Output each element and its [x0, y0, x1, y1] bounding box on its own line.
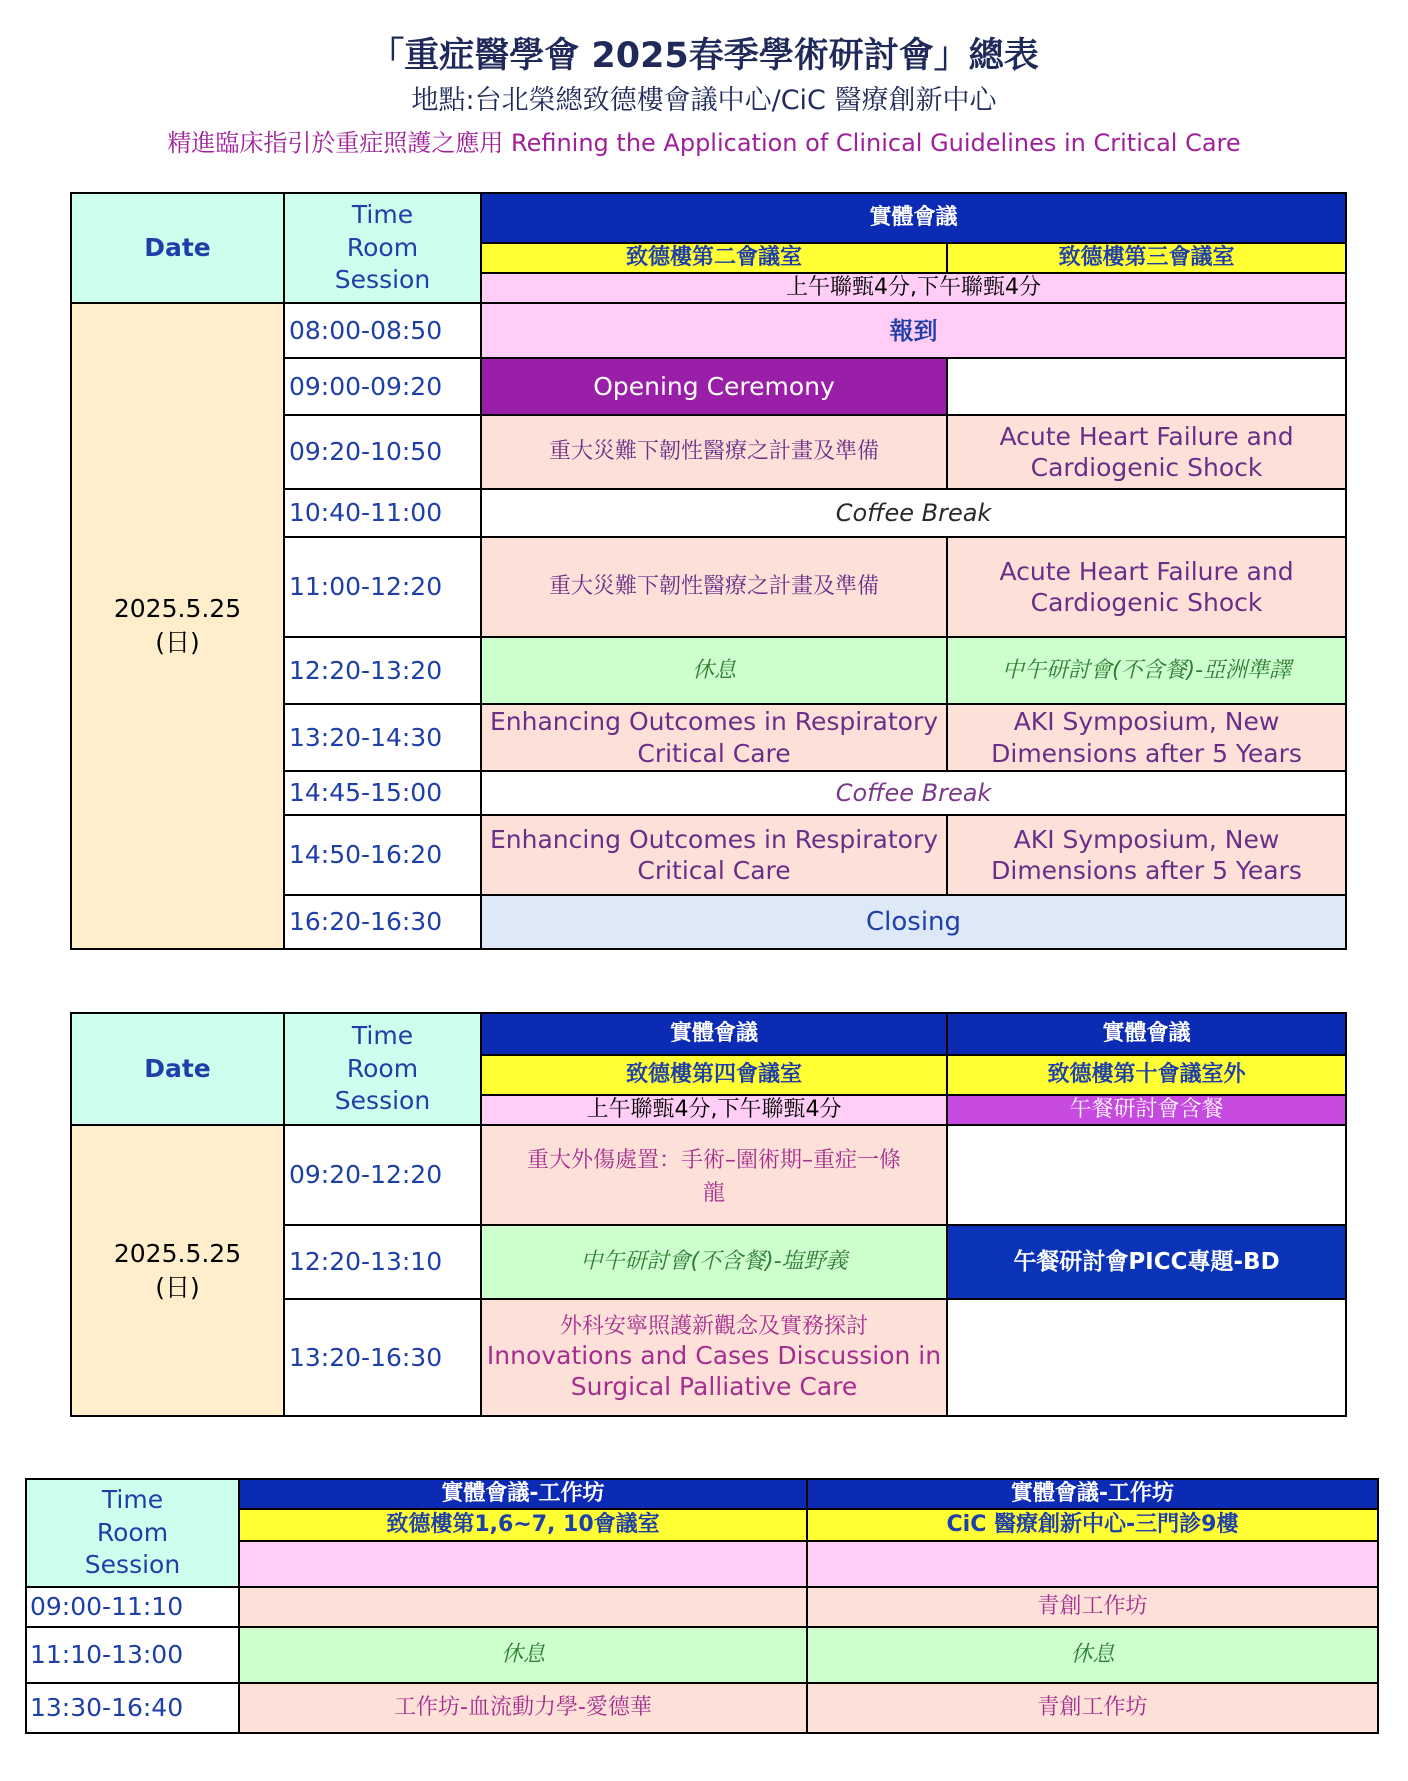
workshop-header-a: 實體會議-工作坊: [239, 1479, 807, 1509]
room-header-10: 致德樓第十會議室外: [947, 1055, 1346, 1095]
theme-subtitle: 精進臨床指引於重症照護之應用 Refining the Application of Clinical Guidelines in Critical Care: [167, 129, 1241, 157]
workshop-cell: 工作坊-血流動力學-愛德華: [239, 1683, 807, 1733]
date-header: Date: [71, 193, 284, 303]
time-slot: 13:20-14:30: [284, 704, 481, 771]
room-header-workshop: 致德樓第1,6~7, 10會議室: [239, 1509, 807, 1541]
time-slot: 09:20-10:50: [284, 415, 481, 489]
session-cell: 重大災難下韌性醫療之計畫及準備: [481, 415, 947, 489]
time-slot: 13:30-16:40: [26, 1683, 239, 1733]
session-cell: Acute Heart Failure and Cardiogenic Shock: [947, 537, 1346, 637]
session-cell: AKI Symposium, New Dimensions after 5 Years: [947, 815, 1346, 895]
session-cell: Acute Heart Failure and Cardiogenic Shock: [947, 415, 1346, 489]
schedule-table-secondary: [70, 1012, 1347, 1417]
time-slot: 11:00-12:20: [284, 537, 481, 637]
workshop-cell: [239, 1587, 807, 1627]
session-cell: 外科安寧照護新觀念及實務探討 Innovations and Cases Discussion in Surgical Palliative Care: [481, 1299, 947, 1416]
time-room-session-header: Time Room Session: [284, 193, 481, 303]
opening-ceremony-cell: Opening Ceremony: [481, 358, 947, 415]
rest-cell: 休息: [481, 637, 947, 704]
time-slot: 09:00-09:20: [284, 358, 481, 415]
credit-cell: 上午聯甄4分,下午聯甄4分: [481, 1095, 947, 1125]
time-slot: 10:40-11:00: [284, 489, 481, 537]
picc-symposium-cell: 午餐研討會PICC專題-BD: [947, 1225, 1346, 1299]
empty-cell: [947, 1125, 1346, 1225]
time-slot: 09:00-11:10: [26, 1587, 239, 1627]
venue-subtitle: 地點:台北榮總致德樓會議中心/CiC 醫療創新中心: [411, 85, 997, 116]
time-slot: 16:20-16:30: [284, 895, 481, 949]
empty-cell: [947, 1299, 1346, 1416]
rest-cell: 休息: [807, 1627, 1378, 1683]
blank-pink-cell: [807, 1541, 1378, 1587]
room-header-cic: CiC 醫療創新中心-三門診9樓: [807, 1509, 1378, 1541]
date-cell: 2025.5.25 (日): [71, 303, 284, 949]
page-title: 「重症醫學會 2025春季學術研討會」總表: [369, 36, 1039, 76]
session-cell: AKI Symposium, New Dimensions after 5 Years: [947, 704, 1346, 771]
lunch-symposium-cell: 中午研討會(不含餐)-亞洲準譯: [947, 637, 1346, 704]
time-slot: 08:00-08:50: [284, 303, 481, 358]
workshop-cell: 青創工作坊: [807, 1683, 1378, 1733]
room-header-4: 致德樓第四會議室: [481, 1055, 947, 1095]
session-cell: 重大外傷處置：手術–圍術期–重症一條 龍: [481, 1125, 947, 1225]
format-header-a: 實體會議: [481, 1013, 947, 1055]
lunch-note-cell: 午餐研討會含餐: [947, 1095, 1346, 1125]
workshop-table: [25, 1478, 1379, 1734]
format-header: 實體會議: [481, 193, 1346, 243]
time-room-session-header: Time Room Session: [26, 1479, 239, 1587]
time-slot: 12:20-13:20: [284, 637, 481, 704]
workshop-cell: 青創工作坊: [807, 1587, 1378, 1627]
credit-row: 上午聯甄4分,下午聯甄4分: [481, 273, 1346, 303]
lunch-symposium-cell: 中午研討會(不含餐)-塩野義: [481, 1225, 947, 1299]
registration-cell: 報到: [481, 303, 1346, 358]
time-slot: 14:45-15:00: [284, 771, 481, 815]
time-slot: 12:20-13:10: [284, 1225, 481, 1299]
coffee-break-cell: Coffee Break: [481, 489, 1346, 537]
schedule-table-main: [70, 192, 1347, 950]
date-header: Date: [71, 1013, 284, 1125]
room-header-3: 致德樓第三會議室: [947, 243, 1346, 273]
format-header-b: 實體會議: [947, 1013, 1346, 1055]
time-slot: 09:20-12:20: [284, 1125, 481, 1225]
coffee-break-cell: Coffee Break: [481, 771, 1346, 815]
time-slot: 11:10-13:00: [26, 1627, 239, 1683]
time-slot: 13:20-16:30: [284, 1299, 481, 1416]
session-cell: Enhancing Outcomes in Respiratory Critical Care: [481, 815, 947, 895]
closing-cell: Closing: [481, 895, 1346, 949]
room-header-2: 致德樓第二會議室: [481, 243, 947, 273]
rest-cell: 休息: [239, 1627, 807, 1683]
session-cell: Enhancing Outcomes in Respiratory Critical Care: [481, 704, 947, 771]
time-room-session-header: Time Room Session: [284, 1013, 481, 1125]
session-cell: 重大災難下韌性醫療之計畫及準備: [481, 537, 947, 637]
workshop-header-b: 實體會議-工作坊: [807, 1479, 1378, 1509]
empty-cell: [947, 358, 1346, 415]
date-cell: 2025.5.25 (日): [71, 1125, 284, 1416]
time-slot: 14:50-16:20: [284, 815, 481, 895]
blank-pink-cell: [239, 1541, 807, 1587]
